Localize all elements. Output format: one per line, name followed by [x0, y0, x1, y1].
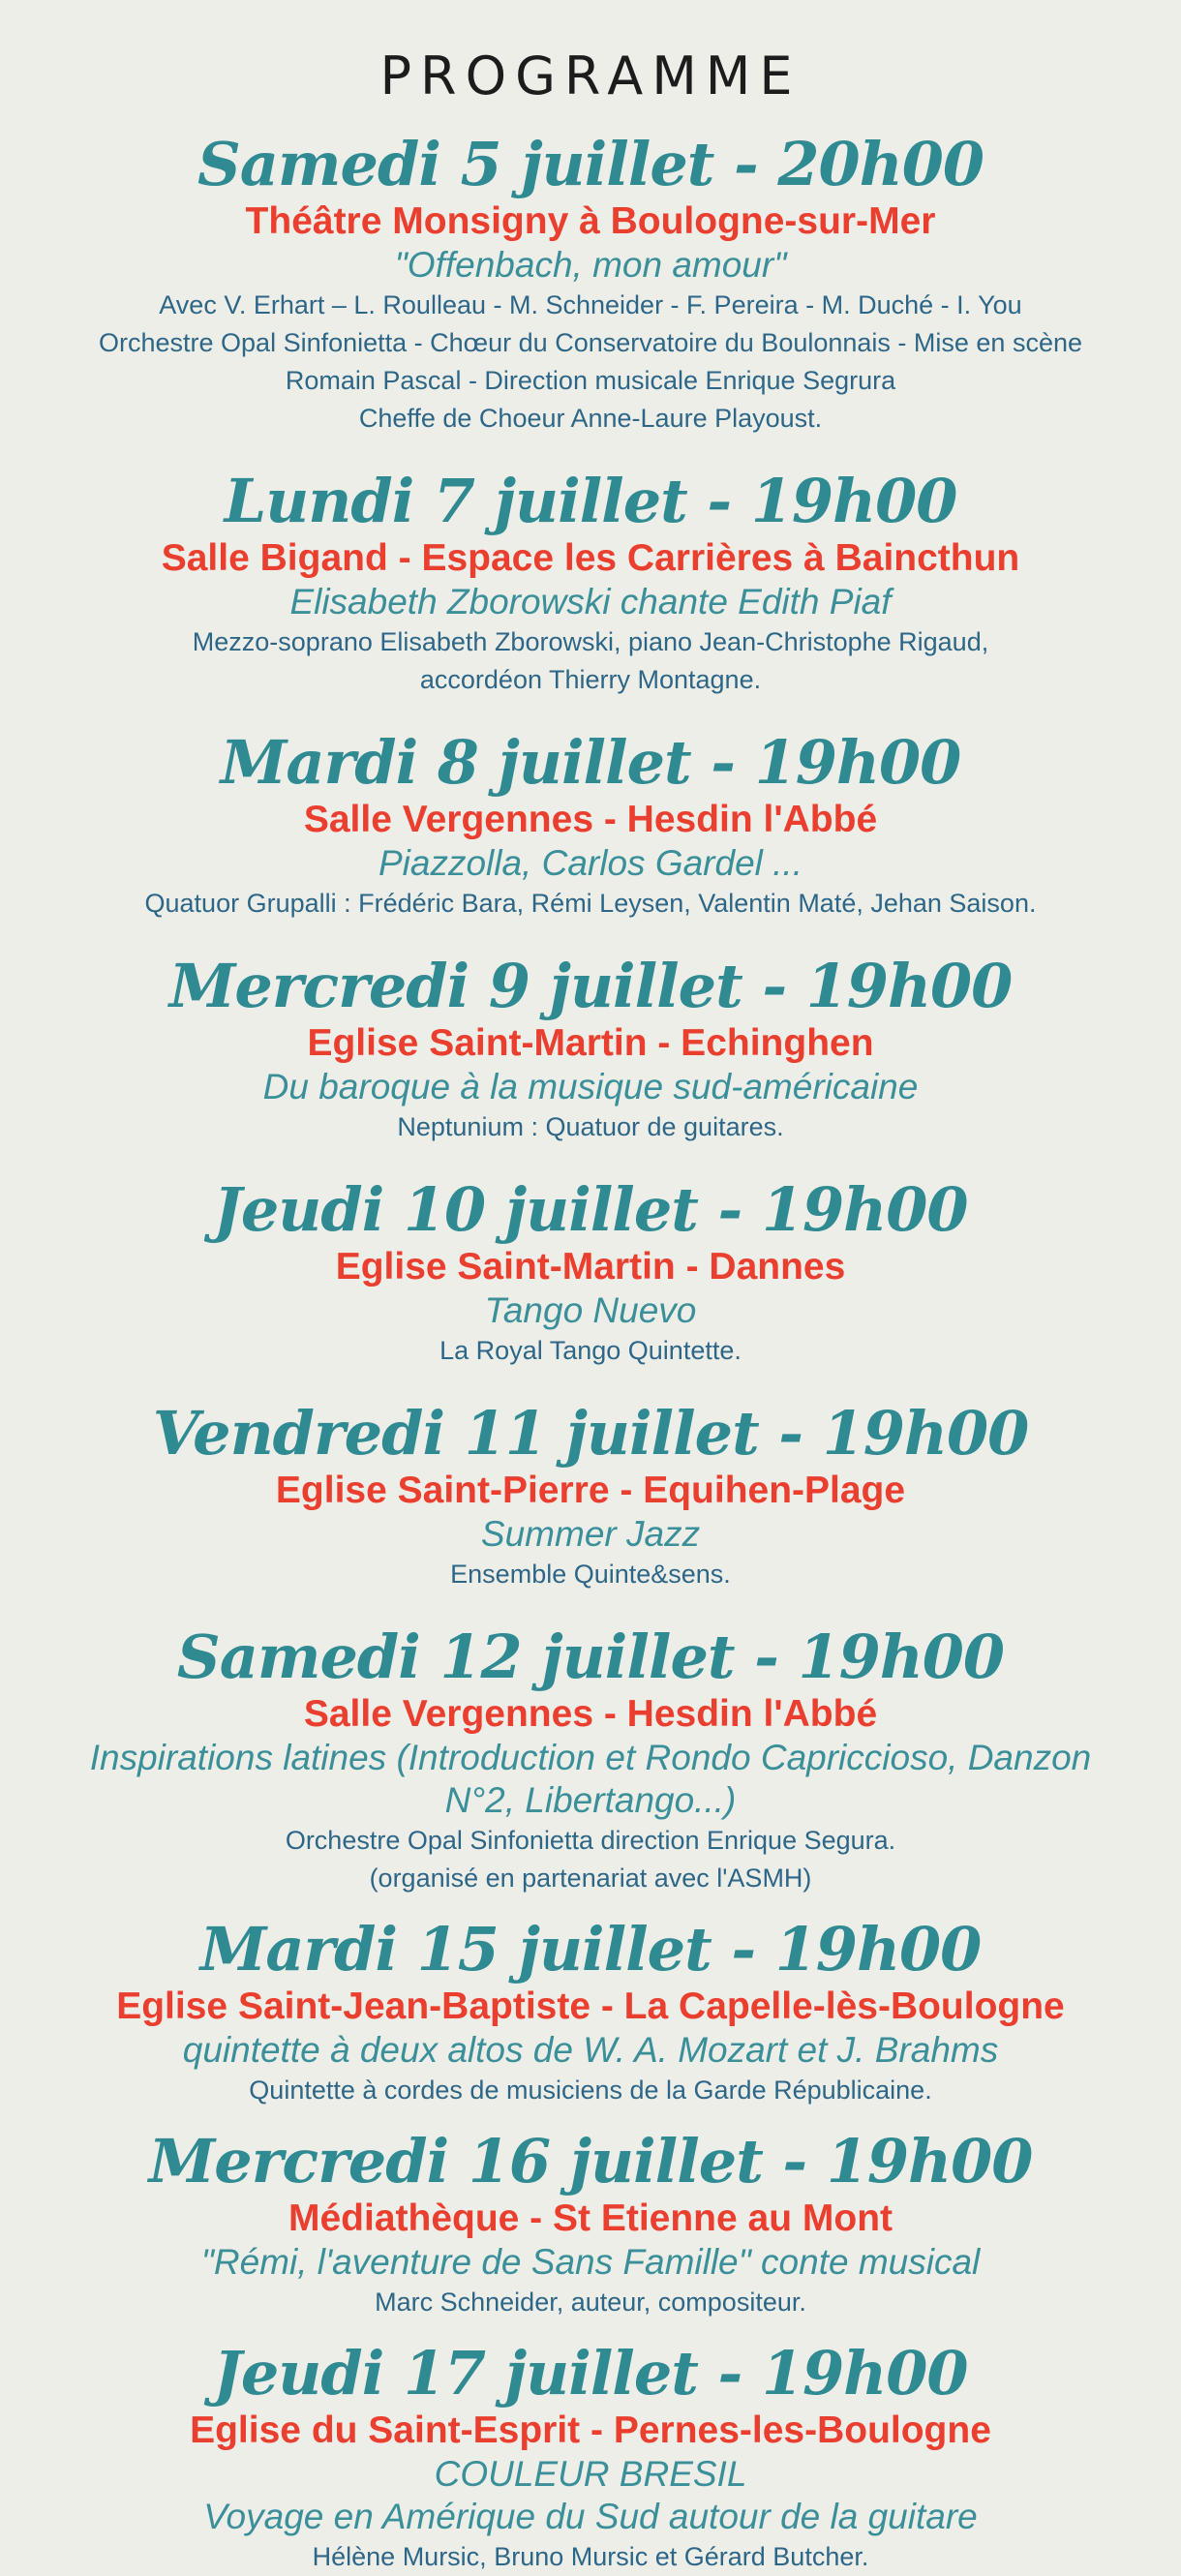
event-item: [39, 1399, 1142, 1593]
event-item: [39, 728, 1142, 923]
event-venue: Eglise Saint-Pierre - Equihen-Plage: [275, 1470, 906, 1511]
event-list: [39, 130, 1142, 2576]
event-detail-line: Marc Schneider, auteur, compositeur.: [375, 2288, 806, 2317]
event-detail-line: Orchestre Opal Sinfonietta direction Enrique Segura.: [285, 1826, 896, 1855]
event-item: [39, 1622, 1142, 1897]
event-item: [39, 130, 1142, 438]
event-work-title: Tango Nuevo: [484, 1290, 697, 1330]
event-venue: Eglise Saint-Jean-Baptiste - La Capelle-lès-Boulogne: [116, 1985, 1065, 2027]
event-date: Mardi 15 juillet - 19h00: [199, 1914, 982, 1985]
event-date: Lundi 7 juillet - 19h00: [224, 466, 957, 536]
event-item: [39, 1915, 1142, 2109]
event-detail-line: (organisé en partenariat avec l'ASMH): [369, 1864, 812, 1893]
event-work-title: Voyage en Amérique du Sud autour de la guitare: [203, 2497, 978, 2536]
event-detail-line: Avec V. Erhart – L. Roulleau - M. Schneider - F. Pereira - M. Duché - I. You: [159, 290, 1022, 319]
event-work-title: N°2, Libertango...): [444, 1780, 737, 1820]
event-item: [39, 2127, 1142, 2321]
event-venue: Salle Vergennes - Hesdin l'Abbé: [303, 1693, 878, 1735]
event-work-title: "Offenbach, mon amour": [394, 245, 787, 285]
event-detail-line: Cheffe de Choeur Anne-Laure Playoust.: [358, 404, 823, 433]
event-item: [39, 467, 1142, 699]
event-venue: Eglise Saint-Martin - Echinghen: [307, 1022, 874, 1064]
event-work-title: quintette à deux altos de W. A. Mozart et J. Brahms: [182, 2030, 999, 2070]
event-detail-line: Romain Pascal - Direction musicale Enrique Segrura: [285, 366, 896, 395]
event-work-title: "Rémi, l'aventure de Sans Famille" conte musical: [200, 2242, 981, 2282]
event-work-title: Summer Jazz: [480, 1514, 701, 1554]
event-date: Samedi 12 juillet - 19h00: [176, 1621, 1005, 1692]
event-date: Jeudi 17 juillet - 19h00: [213, 2338, 968, 2409]
event-detail-line: Orchestre Opal Sinfonietta - Chœur du Conservatoire du Boulonnais - Mise en scène: [99, 328, 1082, 357]
event-detail-line: Ensemble Quinte&sens.: [450, 1560, 731, 1589]
event-date: Vendredi 11 juillet - 19h00: [152, 1398, 1029, 1469]
page-title: PROGRAMME: [379, 45, 802, 106]
event-date: Mardi 8 juillet - 19h00: [220, 727, 961, 798]
event-item: [39, 952, 1142, 1146]
event-item: [39, 2339, 1142, 2576]
event-detail-line: La Royal Tango Quintette.: [439, 1336, 742, 1365]
event-date: Jeudi 10 juillet - 19h00: [213, 1174, 968, 1245]
event-date: Mercredi 16 juillet - 19h00: [148, 2126, 1033, 2197]
event-venue: Salle Bigand - Espace les Carrières à Baincthun: [161, 537, 1020, 579]
event-detail-line: Quatuor Grupalli : Frédéric Bara, Rémi Leysen, Valentin Maté, Jehan Saison.: [144, 889, 1037, 918]
event-work-title: COULEUR BRESIL: [434, 2454, 747, 2494]
event-venue: Médiathèque - St Etienne au Mont: [288, 2197, 893, 2239]
event-venue: Eglise Saint-Martin - Dannes: [335, 1246, 846, 1288]
event-venue: Salle Vergennes - Hesdin l'Abbé: [303, 799, 878, 840]
event-venue: Eglise du Saint-Esprit - Pernes-les-Boulogne: [190, 2409, 991, 2451]
event-detail-line: Quintette à cordes de musiciens de la Garde Républicaine.: [249, 2076, 932, 2105]
event-date: Samedi 5 juillet - 20h00: [197, 129, 984, 199]
event-work-title: Elisabeth Zborowski chante Edith Piaf: [289, 582, 892, 621]
event-work-title: Piazzolla, Carlos Gardel ...: [378, 843, 802, 883]
event-work-title: Du baroque à la musique sud-américaine: [262, 1067, 919, 1106]
event-item: [39, 1175, 1142, 1370]
event-work-title: Inspirations latines (Introduction et Rondo Capriccioso, Danzon: [89, 1738, 1092, 1777]
event-venue: Théâtre Monsigny à Boulogne-sur-Mer: [245, 200, 936, 242]
event-detail-line: accordéon Thierry Montagne.: [419, 665, 762, 694]
event-date: Mercredi 9 juillet - 19h00: [168, 951, 1013, 1021]
event-detail-line: Mezzo-soprano Elisabeth Zborowski, piano Jean-Christophe Rigaud,: [192, 627, 989, 656]
event-detail-line: Neptunium : Quatuor de guitares.: [397, 1112, 784, 1141]
event-detail-line: Hélène Mursic, Bruno Mursic et Gérard Butcher.: [312, 2542, 869, 2571]
